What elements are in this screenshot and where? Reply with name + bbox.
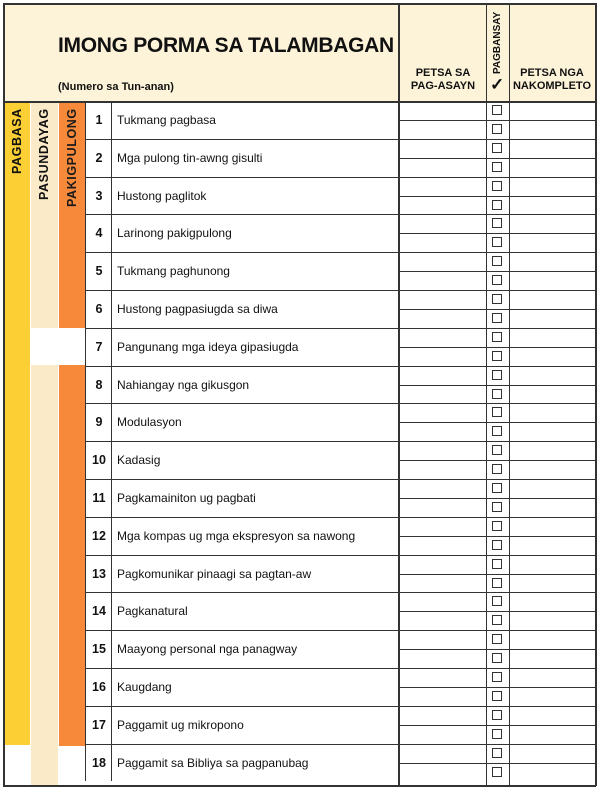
pakigpulong-band-bottom xyxy=(59,365,85,746)
column-header-date-assigned: PETSA SA PAG-ASAYN xyxy=(410,67,476,92)
assignment-checkbox[interactable] xyxy=(492,200,502,210)
date-assigned-field[interactable] xyxy=(400,764,485,781)
date-completed-field[interactable] xyxy=(511,480,594,497)
lesson-number: 2 xyxy=(95,150,103,165)
date-assigned-field[interactable] xyxy=(400,329,485,346)
date-assigned-field[interactable] xyxy=(400,745,485,762)
assignment-checkbox[interactable] xyxy=(492,105,502,115)
lesson-number: 5 xyxy=(95,264,103,279)
assignment-checkbox[interactable] xyxy=(492,162,502,172)
lesson-number: 13 xyxy=(92,566,106,581)
assignment-checkbox[interactable] xyxy=(492,767,502,777)
date-assigned-field[interactable] xyxy=(400,442,485,459)
assignment-checkbox[interactable] xyxy=(492,540,502,550)
lesson-title: Paggamit sa Bibliya sa pagpanubag xyxy=(117,755,309,770)
border-right xyxy=(595,3,597,786)
date-completed-field[interactable] xyxy=(511,575,594,592)
assignment-checkbox[interactable] xyxy=(492,729,502,739)
lesson-number: 1 xyxy=(95,113,103,127)
date-assigned-field[interactable] xyxy=(400,461,485,478)
lesson-number: 12 xyxy=(92,528,106,543)
date-assigned-field[interactable] xyxy=(400,121,485,138)
lesson-title: Mga pulong tin-awng gisulti xyxy=(117,150,263,165)
date-assigned-field[interactable] xyxy=(400,197,485,214)
lesson-title: Tukmang paghunong xyxy=(117,264,230,279)
date-assigned-field[interactable] xyxy=(400,140,485,157)
date-completed-field[interactable] xyxy=(511,764,594,781)
lesson-number: 8 xyxy=(95,377,103,392)
date-assigned-field[interactable] xyxy=(400,669,485,686)
column-header-assignment: PAGBANSAY xyxy=(492,11,503,74)
date-assigned-field[interactable] xyxy=(400,593,485,610)
date-assigned-field[interactable] xyxy=(400,348,485,365)
date-completed-field[interactable] xyxy=(511,537,594,554)
date-completed-field[interactable] xyxy=(511,121,594,138)
assignment-checkbox[interactable] xyxy=(492,294,502,304)
assignment-checkbox[interactable] xyxy=(492,124,502,134)
lesson-title: Kaugdang xyxy=(117,680,172,694)
date-completed-field[interactable] xyxy=(511,386,594,403)
date-assigned-field[interactable] xyxy=(400,537,485,554)
date-completed-field[interactable] xyxy=(511,556,594,573)
lesson-title: Pangunang mga ideya gipasiugda xyxy=(117,339,299,354)
date-assigned-field[interactable] xyxy=(400,404,485,421)
pasundayag-band-bottom xyxy=(31,365,58,785)
border-top xyxy=(3,3,596,5)
assignment-checkbox[interactable] xyxy=(492,464,502,474)
assignment-checkbox[interactable] xyxy=(492,596,502,606)
assignment-checkbox[interactable] xyxy=(492,559,502,569)
assignment-checkbox[interactable] xyxy=(492,389,502,399)
date-assigned-field[interactable] xyxy=(400,423,485,440)
assignment-checkbox[interactable] xyxy=(492,748,502,758)
lesson-title: Larinong pakigpulong xyxy=(117,226,232,241)
date-assigned-field[interactable] xyxy=(400,480,485,497)
lesson-title: Mga kompas ug mga ekspresyon sa nawong xyxy=(117,528,356,543)
lesson-number: 16 xyxy=(92,680,106,694)
date-completed-field[interactable] xyxy=(511,102,594,119)
date-assigned-field[interactable] xyxy=(400,310,485,327)
date-assigned-field[interactable] xyxy=(400,367,485,384)
date-completed-field[interactable] xyxy=(511,707,594,724)
date-completed-field[interactable] xyxy=(511,215,594,232)
date-assigned-field[interactable] xyxy=(400,707,485,724)
lesson-title: Pagkamainiton ug pagbati xyxy=(117,491,256,505)
lesson-number: 9 xyxy=(95,415,103,430)
assignment-checkbox[interactable] xyxy=(492,332,502,342)
pagbasa-label: PAGBASA xyxy=(10,108,24,174)
date-assigned-field[interactable] xyxy=(400,178,485,195)
assignment-checkbox[interactable] xyxy=(492,426,502,436)
lesson-number: 11 xyxy=(92,491,106,505)
date-assigned-field[interactable] xyxy=(400,612,485,629)
date-assigned-field[interactable] xyxy=(400,518,485,535)
lesson-number: 10 xyxy=(92,453,106,468)
date-completed-field[interactable] xyxy=(511,253,594,270)
lesson-title: Pagkomunikar pinaagi sa pagtan-aw xyxy=(117,566,312,581)
assignment-checkbox[interactable] xyxy=(492,445,502,455)
lesson-title: Modulasyon xyxy=(117,415,182,430)
page-subtitle: (Numero sa Tun-anan) xyxy=(58,81,174,93)
lesson-number: 15 xyxy=(92,642,106,657)
page-title: IMONG PORMA SA TALAMBAGAN xyxy=(58,34,394,57)
date-completed-field[interactable] xyxy=(511,348,594,365)
date-assigned-field[interactable] xyxy=(400,234,485,251)
assignment-checkbox[interactable] xyxy=(492,578,502,588)
column-header-date-completed: PETSA NGA NAKOMPLETO xyxy=(512,67,592,92)
date-assigned-field[interactable] xyxy=(400,102,485,119)
assignment-checkbox[interactable] xyxy=(492,483,502,493)
date-completed-field[interactable] xyxy=(511,745,594,762)
date-completed-field[interactable] xyxy=(511,291,594,308)
check-icon: ✓ xyxy=(490,75,505,94)
lesson-title: Maayong personal nga panagway xyxy=(117,642,298,657)
lesson-title: Nahiangay nga gikusgon xyxy=(117,377,250,392)
assignment-checkbox[interactable] xyxy=(492,710,502,720)
border-bottom xyxy=(3,785,596,787)
pasundayag-label: PASUNDAYAG xyxy=(37,108,51,200)
date-completed-field[interactable] xyxy=(511,612,594,629)
assignment-checkbox[interactable] xyxy=(492,143,502,153)
lesson-title: Pagkanatural xyxy=(117,604,188,619)
lesson-number: 4 xyxy=(95,226,103,241)
date-assigned-field[interactable] xyxy=(400,159,485,176)
date-assigned-field[interactable] xyxy=(400,499,485,516)
assignment-checkbox[interactable] xyxy=(492,275,502,285)
date-completed-field[interactable] xyxy=(511,442,594,459)
assignment-checkbox[interactable] xyxy=(492,672,502,682)
lesson-title: Paggamit ug mikropono xyxy=(117,717,244,732)
assignment-checkbox[interactable] xyxy=(492,502,502,512)
date-assigned-field[interactable] xyxy=(400,688,485,705)
lesson-number: 7 xyxy=(95,339,103,354)
date-completed-field[interactable] xyxy=(511,310,594,327)
date-completed-field[interactable] xyxy=(511,499,594,516)
date-assigned-field[interactable] xyxy=(400,253,485,270)
date-assigned-field[interactable] xyxy=(400,650,485,667)
date-completed-field[interactable] xyxy=(511,518,594,535)
assignment-checkbox[interactable] xyxy=(492,370,502,380)
lesson-title: Tukmang pagbasa xyxy=(117,113,216,127)
assignment-checkbox[interactable] xyxy=(492,653,502,663)
date-completed-field[interactable] xyxy=(511,423,594,440)
assignment-checkbox[interactable] xyxy=(492,521,502,531)
date-completed-field[interactable] xyxy=(511,272,594,289)
date-assigned-field[interactable] xyxy=(400,386,485,403)
date-assigned-field[interactable] xyxy=(400,726,485,743)
assignment-checkbox[interactable] xyxy=(492,407,502,417)
date-assigned-field[interactable] xyxy=(400,575,485,592)
date-assigned-field[interactable] xyxy=(400,272,485,289)
lesson-number: 6 xyxy=(95,302,103,316)
date-assigned-field[interactable] xyxy=(400,556,485,573)
date-completed-field[interactable] xyxy=(511,178,594,195)
pakigpulong-label: PAKIGPULONG xyxy=(65,108,79,207)
date-completed-field[interactable] xyxy=(511,140,594,157)
assignment-checkbox[interactable] xyxy=(492,218,502,228)
pagbasa-band xyxy=(5,101,30,745)
date-completed-field[interactable] xyxy=(511,329,594,346)
assignment-checkbox[interactable] xyxy=(492,256,502,266)
assignment-checkbox[interactable] xyxy=(492,691,502,701)
lesson-number: 17 xyxy=(92,717,106,732)
date-completed-field[interactable] xyxy=(511,631,594,648)
border-left xyxy=(3,3,5,786)
header-divider xyxy=(3,101,596,103)
date-assigned-field[interactable] xyxy=(400,291,485,308)
date-completed-field[interactable] xyxy=(511,367,594,384)
date-completed-field[interactable] xyxy=(511,404,594,421)
assignment-checkbox[interactable] xyxy=(492,237,502,247)
lesson-number: 14 xyxy=(92,604,106,619)
date-completed-field[interactable] xyxy=(511,461,594,478)
assignment-checkbox[interactable] xyxy=(492,181,502,191)
date-completed-field[interactable] xyxy=(511,726,594,743)
date-completed-field[interactable] xyxy=(511,688,594,705)
assignment-checkbox[interactable] xyxy=(492,634,502,644)
date-completed-field[interactable] xyxy=(511,669,594,686)
lesson-title: Hustong pagpasiugda sa diwa xyxy=(117,302,278,316)
lesson-title: Kadasig xyxy=(117,453,161,468)
lesson-title: Hustong paglitok xyxy=(117,188,207,203)
lesson-number: 18 xyxy=(92,755,106,770)
date-completed-field[interactable] xyxy=(511,650,594,667)
date-completed-field[interactable] xyxy=(511,234,594,251)
date-assigned-field[interactable] xyxy=(400,631,485,648)
date-completed-field[interactable] xyxy=(511,197,594,214)
lesson-number: 3 xyxy=(95,188,103,203)
assignment-checkbox[interactable] xyxy=(492,615,502,625)
assignment-checkbox[interactable] xyxy=(492,351,502,361)
date-assigned-field[interactable] xyxy=(400,215,485,232)
date-completed-field[interactable] xyxy=(511,593,594,610)
assignment-checkbox[interactable] xyxy=(492,313,502,323)
date-completed-field[interactable] xyxy=(511,159,594,176)
